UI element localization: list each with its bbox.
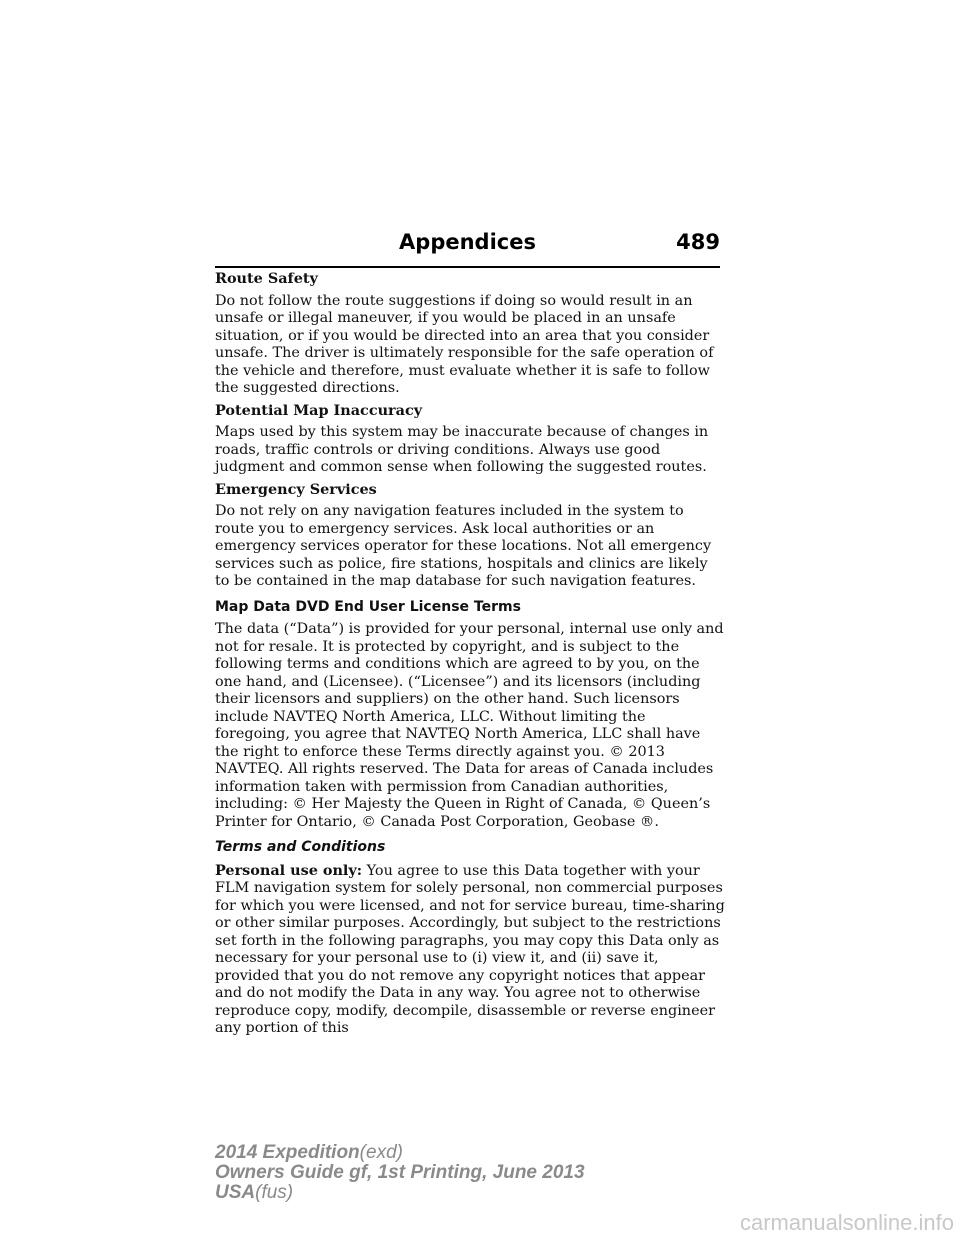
footer-model-code: (exd) [359, 1142, 403, 1163]
footer-model: 2014 Expedition [215, 1142, 360, 1163]
footer-line-1 [215, 1143, 585, 1163]
paragraph-emergency-services: Do not rely on any navigation features included in the system to route you to emergency services. Ask local authorities or an emergency services operator for these locations. Not all emergency services such as police, fire stations, hospitals and clinics are likely to be contained in the map database for such navigation features. [215, 503, 712, 589]
page-content [215, 268, 725, 1042]
paragraph-license-terms: The data (“Data”) is provided for your personal, internal use only and not for resale. It is protected by copyright, and is subject to the following terms and conditions which are agreed to by you, on the one hand, and (Licensee). (“Licensee”) and its licensors (including their licensors and suppliers) on the other hand. Such licensors include NAVTEQ North America, LLC. Without limiting the foregoing, you agree that NAVTEQ North America, LLC shall have the right to enforce these Terms directly against you. © 2013 NAVTEQ. All rights reserved. The Data for areas of Canada includes information taken with permission from Canadian authorities, including: © Her Majesty the Queen in Right of Canada, © Queen’s Printer for Ontario, © Canada Post Corporation, Geobase ®. [215, 621, 724, 830]
page-footer [215, 1143, 585, 1203]
page-header [215, 226, 720, 268]
personal-use-body: You agree to use this Data together with your FLM navigation system for solely personal, non commercial purposes for which you were licensed, and not for service bureau, time-sharing or other similar purposes. Accordingly, but subject to the restrictions set forth in the following paragraphs, you may copy this Data only as necessary for your personal use to (i) view it, and (ii) save it, provided that you do not remove any copyright notices that appear and do not modify the Data in any way. You agree not to otherwise reproduce copy, modify, decompile, disassemble or reverse engineer any portion of this [215, 862, 725, 1036]
paragraph-route-safety: Do not follow the route suggestions if doing so would result in an unsafe or illegal maneuver, if you would be placed in an unsafe situation, or if you would be directed into an area that you consider unsafe. The driver is ultimately responsible for the safe operation of the vehicle and therefore, must evaluate whether it is safe to follow the suggested directions. [215, 292, 714, 396]
page-number: 489 [676, 230, 720, 254]
footer-line-3 [215, 1183, 585, 1203]
heading-emergency-services: Emergency Services [215, 480, 377, 498]
heading-terms-conditions: Terms and Conditions [215, 839, 386, 855]
footer-market: USA [215, 1182, 256, 1203]
paragraph-personal-use [215, 862, 725, 1038]
heading-license-terms: Map Data DVD End User License Terms [215, 598, 521, 615]
personal-use-lead: Personal use only: [215, 861, 363, 879]
footer-line-2: Owners Guide gf, 1st Printing, June 2013 [215, 1162, 585, 1183]
paragraph-map-inaccuracy: Maps used by this system may be inaccurate because of changes in roads, traffic controls or driving conditions. Always use good judgment and common sense when following the suggested routes. [215, 424, 709, 475]
page-title: Appendices [399, 230, 536, 254]
watermark: carmanualsonline.info [739, 1210, 954, 1235]
heading-route-safety: Route Safety [215, 270, 318, 287]
heading-map-inaccuracy: Potential Map Inaccuracy [215, 401, 423, 419]
footer-market-code: (fus) [255, 1182, 294, 1203]
